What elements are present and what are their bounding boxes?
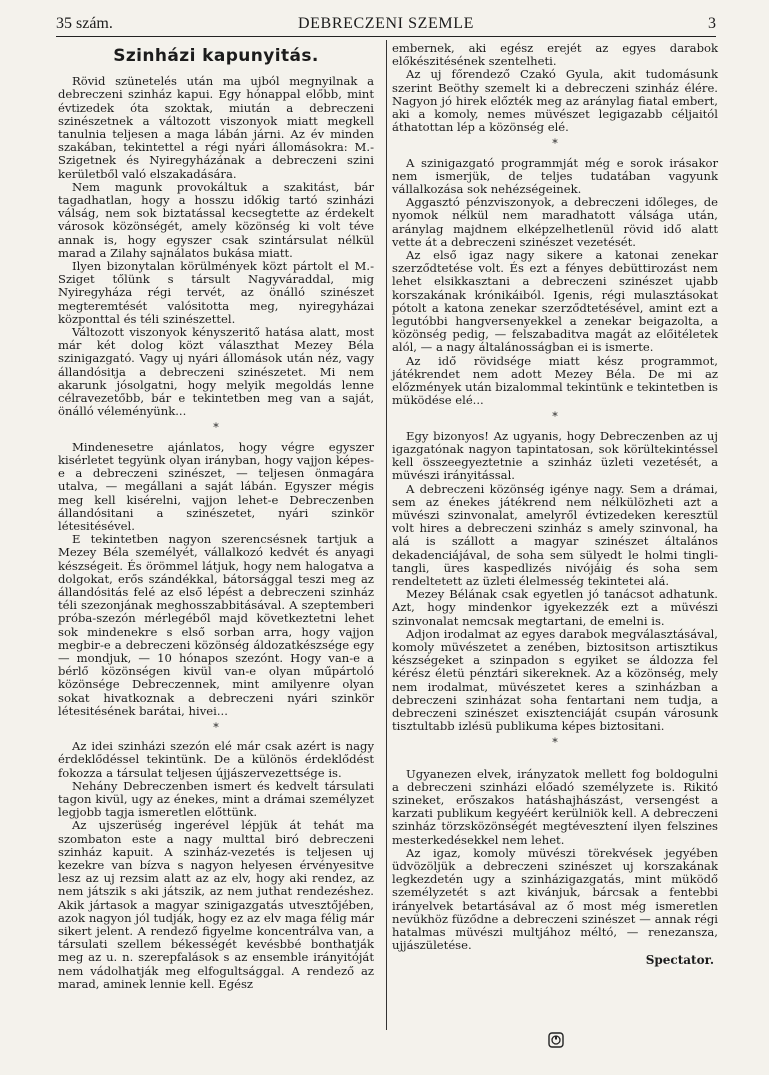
paragraph: A debreczeni közönség igénye nagy. Sem a drámai, sem az énekes játékrend nem nélkülözheti azt a müvészi szinvonalat, amelyről évtizedeken keresztül volt hires a debreczeni szinház s amely szinvonal, ha alá is szállott a magyar szinészet általános dekadenciájával, de soha sem sülyedt le holmi tingli-tangli, üres kaspedlizés nivójáig és soha sem rendeltetett az üzleti élelmesség tekintetei alá.: [392, 481, 718, 588]
paragraph: Az igaz, komoly müvészi törekvések jegyében üdvözöljük a debreczeni szinészet uj korszakának legkezdetén ugy a szinházigazgatás, mint müködő személyzetét s azt kivánjuk, bárcsak a fentebbi irányelvek betartásával az ő most még ismeretlen nevükhöz füződne a debreczeni szinészet — annak régi hatalmas müvészi multjához méltó, — renezansza, ujjászületése.: [392, 845, 718, 953]
page-header: [56, 14, 716, 37]
spacer: [392, 756, 718, 768]
section-separator: *: [552, 137, 558, 151]
paragraph: embernek, aki egész erejét az egyes darabok előkészitésének szentelheti.: [392, 41, 718, 69]
paragraph: Ilyen bizonytalan körülmények közt pártolt el M.-Sziget tőlünk s társult Nagyváraddal, mig Nyiregyháza régi tervét, az önálló szinészet megteremtését valósitotta meg, nyiregyházai központtal és téli szinészettel.: [58, 259, 374, 326]
right-column: [392, 42, 718, 968]
paragraph: Adjon irodalmat az egyes darabok megválasztásával, komoly müvészetet a zenében, biztositson artisztikus készségeket a szinpadon s egyiket se áldozza fel kérész életü pénztári sikereknek. Az a közönség, mely nem irodalmat, müvészetet keres a szinházban a debreczeni szinházat soha fentartani nem tudja, a debreczeni szinészet exisztenciáját csupán városunk tisztultabb izlésü publikuma képes biztositani.: [392, 626, 718, 734]
author-signature: Spectator.: [645, 953, 714, 968]
section-separator: *: [213, 421, 219, 435]
paragraph: E tekintetben nagyon szerencsésnek tartjuk a Mezey Béla személyét, vállalkozó kedvét és anyagi készségeit. És örömmel látjuk, hogy nem halogatva a dolgokat, erős szándékkal, bátorsággal teszi meg az állandósitás felé az első lépést a debreczeni szinház téli szezonjának meghosszabbitásával. A szeptemberi próba-szezón mérlegéből majd következtetni lehet sok mindenekre s első sorban arra, hogy vajjon megbir-e a debreczeni közönség áldozatkészsége egy — mondjuk, — 10 hónapos szezónt. Hogy van-e a bérlő közönségen kivül van-e olyan műpártoló közönsége Debreczennek, mint amilyenre olyan sokat hivatkoznak a debreczeni nyári szinkör létesitésének barátai, hivei...: [58, 532, 374, 718]
left-column: [58, 42, 374, 991]
publication-title: DEBRECZENI SZEMLE: [298, 15, 474, 32]
article-title: Szinházi kapunyitás.: [113, 46, 319, 66]
column-divider: [386, 40, 387, 1030]
section-separator: *: [213, 720, 219, 734]
paragraph: Rövid szünetelés után ma ujból megnyilnak a debreczeni szinház kapui. Egy hónappal előbb, mint évtizedek óta szoktak, miután a debreczeni szinészetnek a változott viszonyok miatt megkell tanulnia teljesen a maga lábán járni. Az év minden szakában, tekintettel a régi nyári állomásokra: M.-Szigetnek és Nyiregyházának a debreczeni szini kerületből való elszakadására.: [58, 74, 374, 181]
section-separator: *: [552, 410, 558, 424]
paragraph: Ugyanezen elvek, irányzatok mellett fog boldogulni a debreczeni szinházi előadó személyzete is. Rikitó szineket, erőszakos hatáshajhászást, versengést a karzati publikum kegyéért kerülniök kell. A debreczeni szinház törzsközönségét megtévesztení ilyen felszines mesterkedésekkel nem lehet.: [392, 766, 718, 847]
paragraph: Nehány Debreczenben ismert és kedvelt társulati tagon kivül, ugy az énekes, mint a drámai személyzet legjobb tagja ismeretlen előttünk.: [58, 778, 374, 820]
paragraph: Az idei szinházi szezón elé már csak azért is nagy érdeklődéssel tekintünk. De a különös érdeklődést fokozza a társulat teljesen újjászervezettsége is.: [58, 739, 374, 780]
page-number: 3: [708, 15, 716, 32]
paragraph: Az idő rövidsége miatt kész programmot, játékrendet nem adott Mezey Béla. De mi az előzmények után bizalommal tekintünk e tekintetben is müködése elé...: [392, 353, 718, 408]
paragraph: Aggasztó pénzviszonyok, a debreczeni időleges, de nyomok nélkül nem maradhatott válsága után, aránylag majdnem elképzelhetlenül rövid idő alatt vette át a debreczeni szinészet vezetését.: [392, 195, 718, 249]
paragraph: Mindenesetre ajánlatos, hogy végre egyszer kisérletet tegyünk olyan irányban, hogy vajjon képes-e a debreczeni szinészet, — teljesen önmagára utalva, — megállani a saját lábán. Egyszer mégis meg kell kisérelni, vajjon lehet-e Debreczenben állandósitani a szinészetet, nyári szinkör létesitésével.: [58, 439, 374, 533]
paragraph: Az uj főrendező Czakó Gyula, akit tudomásunk szerint Beöthy szemelt ki a debreczeni szinház élére. Nagyon jó hirek előzték meg az aránylag fiatal embert, aki a komoly, nemes müvészet legigazabb céljaitól áthatottan lép a közönség elé.: [392, 67, 718, 135]
paragraph: Az ujszerüség ingerével lépjük át tehát ma szombaton este a nagy multtal biró debreczeni szinház kapuit. A szinház-vezetés is teljesen uj kezekre van bízva s nagyon helyesen érvényesitve lesz az uj rezsim alatt az az elv, hogy aki rendez, az nem játszik s aki játszik, az nem juthat rendezéshez. Akik jártasok a magyar szinigazgatás utvesztőjében, azok nagyon jól tudják, hogy ez az elv maga félig már sikert jelent. A rendező figyelme koncentrálva van, a társulati szellem békességét kevésbbé bonthatják meg az u. n. szerepfalások s az ensemble irányitóját nem vádolhatják meg elfogultsággal. A rendező az marad, aminek lennie kell. Egész: [58, 818, 374, 991]
paragraph: Az első igaz nagy sikere a katonai zenekar szerződtetése volt. És ezt a fényes debüttirozást nem lehet elsikkasztani a debreczeni szinészet ujabb korszakának krónikáiból. Igenis, régi mulasztásokat pótolt a katona zenekar szerződtetésével, amint ezt a legutóbbi hangversenyekkel a zenekar beigazolta, a közönség pedig, — felszabaditva magát az előitéletek alól, — a nagy általánosságban ei is ismerte.: [392, 248, 718, 355]
paragraph: Mezey Bélának csak egyetlen jó tanácsot adhatunk. Azt, hogy mindenkor igyekezzék ezt a müvészi szinvonalat nemcsak megtartani, de emelni is.: [392, 587, 718, 628]
paragraph: Egy bizonyos! Az ugyanis, hogy Debreczenben az uj igazgatónak nagyon tapintatosan, sok körültekintéssel kell összeegyeztetnie a szinház üzleti vezetését, a müvészi irányitással.: [392, 428, 718, 483]
paragraph: Nem magunk provokáltuk a szakitást, bár tagadhatlan, hogy a hosszu időkig tartó szinházi válság, nem sok biztatással kecsegtette az érdekelt városok közönségét, amely közönség ki volt téve annak is, hogy egyszer csak szintársulat nélkül marad a Zilahy sajnálatos bukása miatt.: [58, 179, 374, 260]
stamp-icon: [548, 1032, 564, 1048]
section-separator: *: [552, 736, 558, 750]
paragraph: Változott viszonyok kényszeritő hatása alatt, most már két dolog közt választhat Mezey Béla szinigazgató. Vagy uj nyári állomások után néz, vagy állandósitja a debreczeni szinészetet. Mi nem akarunk jósolgatni, hogy melyik megoldás lenne célravezetőbb, bár e tekintetben meg van a saját, önálló véleményünk...: [58, 325, 374, 419]
paragraph: A szinigazgató programmját még e sorok irásakor nem ismerjük, de teljes tudatában vagyunk vállalkozása sok nehézségeinek.: [392, 155, 718, 197]
issue-number: 35 szám.: [56, 15, 113, 32]
